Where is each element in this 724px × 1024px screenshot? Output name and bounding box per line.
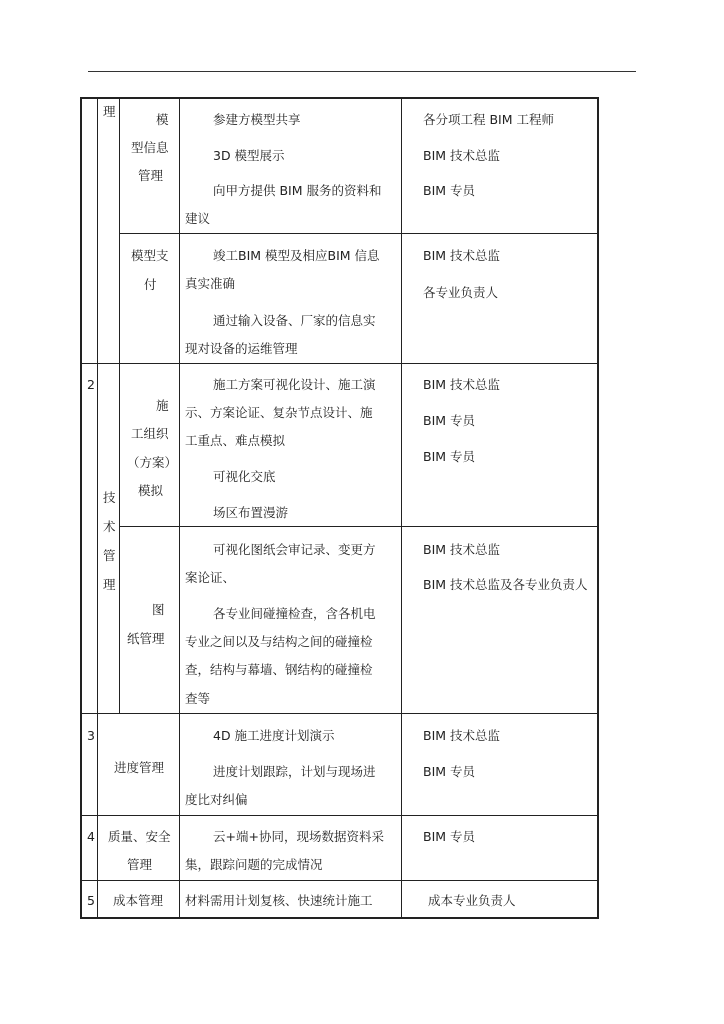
module-name: 图 (152, 602, 165, 617)
content-line: 可视化图纸会审记录、变更方 (213, 542, 376, 557)
col-line-num (97, 97, 98, 713)
module-name: 成本管理 (113, 893, 164, 908)
content-line: 参建方模型共享 (213, 112, 301, 127)
content-line: 集，跟踪问题的完成情况 (185, 857, 323, 872)
content-line: 施工方案可视化设计、施工演 (213, 377, 376, 392)
role-line: 各分项工程 BIM 工程师 (423, 112, 554, 127)
content-line: 建议 (185, 211, 211, 226)
content-line: 材料需用计划复核、快速统计施工 (185, 893, 373, 908)
role-line: BIM 技术总监 (423, 377, 501, 392)
row-number: 3 (87, 728, 95, 743)
module-name: 纸管理 (127, 631, 165, 646)
content-line: 示、方案论证、复杂节点设计、施 (185, 405, 373, 420)
role-line: BIM 技术总监 (423, 728, 501, 743)
module-name: 模拟 (138, 483, 164, 498)
row-number: 2 (87, 377, 95, 392)
module-name: 型信息 (131, 140, 169, 155)
content-line: 真实准确 (185, 276, 236, 291)
col-line-content (179, 97, 180, 919)
content-line: 向甲方提供 BIM 服务的资料和 (213, 183, 382, 198)
role-line: BIM 技术总监 (423, 148, 501, 163)
category-label: 技 (103, 490, 116, 505)
content-line: 现对设备的运维管理 (185, 341, 298, 356)
row-number: 4 (87, 829, 95, 844)
content-line: 度比对纠偏 (185, 792, 248, 807)
module-name: 付 (144, 277, 157, 292)
role-line: BIM 专员 (423, 413, 476, 428)
content-line: 通过输入设备、厂家的信息实 (213, 313, 376, 328)
module-name: 进度管理 (114, 760, 165, 775)
content-line: 查，结构与幕墙、钢结构的碰撞检 (185, 662, 373, 677)
col-line-module (119, 97, 120, 713)
content-line: 专业之间以及与结构之间的碰撞检 (185, 634, 373, 649)
role-line: BIM 专员 (423, 829, 476, 844)
module-name: 质量、安全 (108, 829, 171, 844)
table-border-left (80, 97, 82, 919)
content-line: 4D 施工进度计划演示 (213, 728, 335, 743)
col-line-role (401, 97, 402, 919)
category-label: 理 (103, 577, 116, 592)
row-line-r3 (81, 713, 598, 714)
page-header-rule (88, 71, 636, 72)
role-line: 各专业负责人 (423, 285, 499, 300)
module-name: 模型支 (131, 248, 169, 263)
module-name: 工组织 (131, 426, 169, 441)
content-line: 竣工BIM 模型及相应BIM 信息 (213, 248, 380, 263)
content-line: 云+端+协同，现场数据资料采 (213, 829, 384, 844)
role-line: BIM 专员 (423, 183, 476, 198)
role-line: BIM 技术总监及各专业负责人 (423, 577, 588, 592)
content-line: 进度计划跟踪，计划与现场进 (213, 764, 376, 779)
category-label: 管 (103, 548, 116, 563)
col-line-num-lower (97, 713, 98, 919)
module-name: （方案） (127, 455, 178, 470)
content-line: 工重点、难点模拟 (185, 433, 286, 448)
module-name: 模 (156, 112, 169, 127)
row-number: 5 (87, 893, 95, 908)
row-line-r5 (81, 880, 598, 881)
role-line: BIM 专员 (423, 449, 476, 464)
content-line: 各专业间碰撞检查，含各机电 (213, 606, 376, 621)
content-line: 场区布置漫游 (213, 505, 289, 520)
table-border-top (80, 97, 599, 99)
content-line: 案论证、 (185, 570, 236, 585)
row-line-r1-sub (119, 233, 598, 234)
role-line: BIM 技术总监 (423, 542, 501, 557)
category-label: 理 (103, 104, 116, 119)
content-line: 查等 (185, 691, 211, 706)
module-name: 施 (156, 398, 169, 413)
module-name: 管理 (127, 857, 153, 872)
row-line-r2-sub (119, 526, 598, 527)
row-line-r2 (81, 363, 598, 364)
content-line: 3D 模型展示 (213, 148, 285, 163)
table-border-right (597, 97, 599, 919)
module-name: 管理 (138, 168, 164, 183)
role-line: 成本专业负责人 (428, 893, 516, 908)
role-line: BIM 技术总监 (423, 248, 501, 263)
role-line: BIM 专员 (423, 764, 476, 779)
category-label: 术 (103, 519, 116, 534)
table-border-bottom (80, 917, 599, 919)
row-line-r4 (81, 815, 598, 816)
content-line: 可视化交底 (213, 469, 276, 484)
